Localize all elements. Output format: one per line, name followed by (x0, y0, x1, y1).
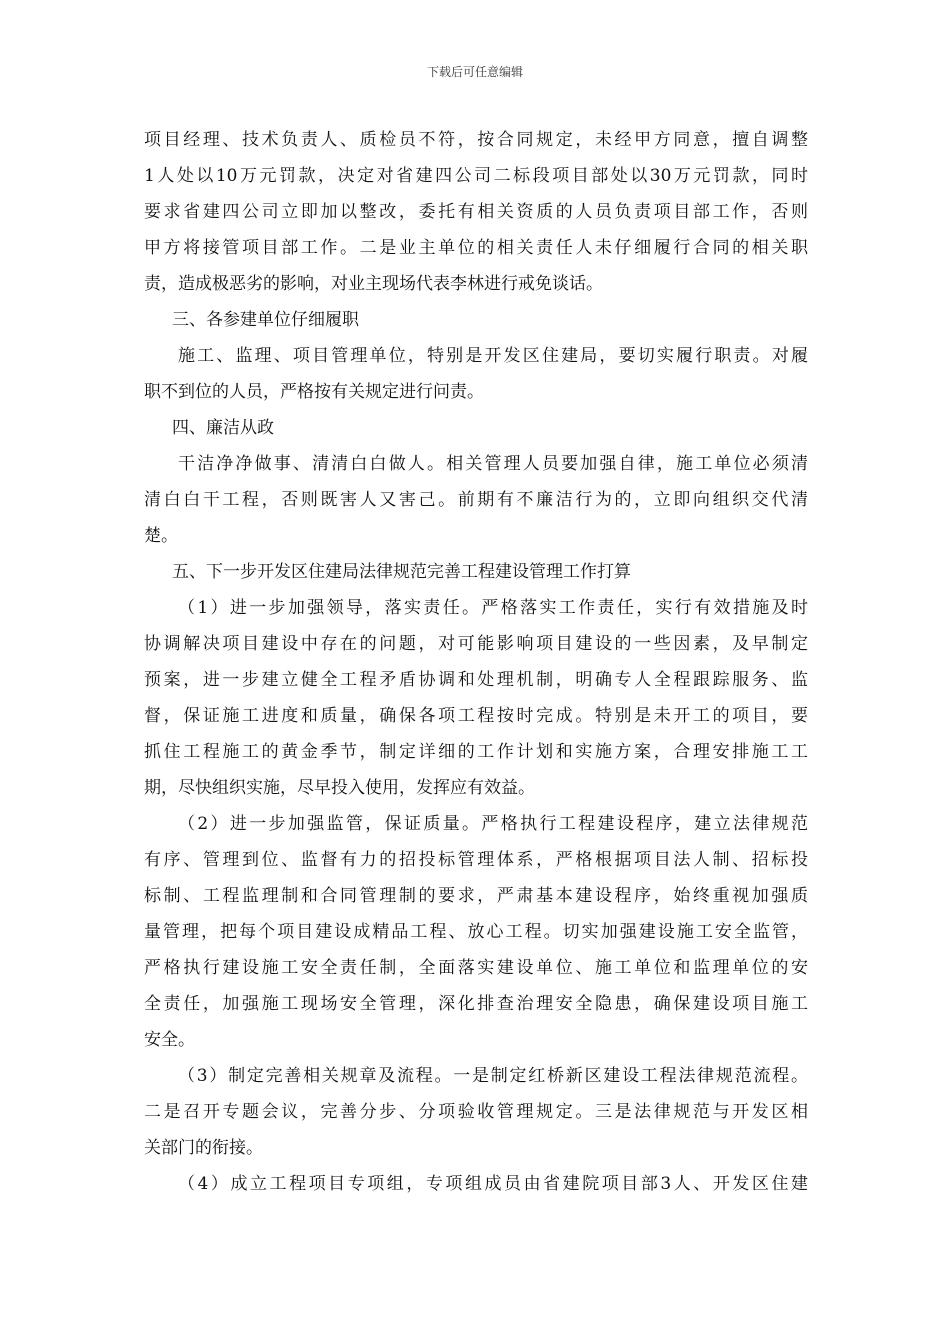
paragraph-line: 关部门的衔接。 (144, 1138, 263, 1158)
paragraph-line: （1）进一步加强领导，落实责任。严格落实工作责任，实行有效措施及时 (178, 598, 808, 618)
document-body (144, 122, 808, 1202)
paragraph-line: 督，保证施工进度和质量，确保各项工程按时完成。特别是未开工的项目，要 (144, 706, 808, 726)
paragraph-line: 协调解决项目建设中存在的问题，对可能影响项目建设的一些因素，及早制定 (144, 634, 808, 654)
paragraph-line: 清白白干工程，否则既害人又害己。前期有不廉洁行为的，立即向组织交代清 (144, 490, 808, 510)
paragraph-line: （4）成立工程项目专项组，专项组成员由省建院项目部3人、开发区住建 (178, 1174, 808, 1194)
paragraph-line: 期，尽快组织实施，尽早投入使用，发挥应有效益。 (144, 778, 535, 798)
page-header: 下载后可任意编辑 (426, 65, 523, 79)
paragraph-line: 甲方将接管项目部工作。二是业主单位的相关责任人未仔细履行合同的相关职 (144, 238, 808, 258)
paragraph-line: 干洁净净做事、清清白白做人。相关管理人员要加强自律，施工单位必须清 (178, 454, 808, 474)
paragraph-line: 标制、工程监理制和合同管理制的要求，严肃基本建设程序，始终重视加强质 (144, 886, 808, 906)
paragraph-line: 量管理，把每个项目建设成精品工程、放心工程。切实加强建设施工安全监管， (144, 922, 808, 942)
paragraph-line: 要求省建四公司立即加以整改，委托有相关资质的人员负责项目部工作，否则 (144, 202, 808, 222)
paragraph-line: 全责任，加强施工现场安全管理，深化排查治理安全隐患，确保建设项目施工 (144, 994, 808, 1014)
paragraph-line: 安全。 (144, 1030, 195, 1050)
paragraph-line: 项目经理、技术负责人、质检员不符，按合同规定，未经甲方同意，擅自调整 (144, 130, 808, 150)
paragraph-line: 施工、监理、项目管理单位，特别是开发区住建局，要切实履行职责。对履 (178, 346, 808, 366)
paragraph-line: 有序、管理到位、监督有力的招投标管理体系，严格根据项目法人制、招标投 (144, 850, 808, 870)
paragraph-line: （2）进一步加强监管，保证质量。严格执行工程建设程序，建立法律规范 (178, 814, 808, 834)
paragraph-line: 严格执行建设施工安全责任制，全面落实建设单位、施工单位和监理单位的安 (144, 958, 808, 978)
section-heading: 三、各参建单位仔细履职 (172, 310, 359, 330)
paragraph-line: 1人处以10万元罚款，决定对省建四公司二标段项目部处以30万元罚款，同时 (144, 166, 808, 186)
paragraph-line: 二是召开专题会议，完善分步、分项验收管理规定。三是法律规范与开发区相 (144, 1102, 808, 1122)
paragraph-line: 职不到位的人员，严格按有关规定进行问责。 (144, 382, 484, 402)
paragraph-line: 责，造成极恶劣的影响，对业主现场代表李林进行戒免谈话。 (144, 274, 603, 294)
paragraph-line: 预案，进一步建立健全工程矛盾协调和处理机制，明确专人全程跟踪服务、监 (144, 670, 808, 690)
paragraph-line: 楚。 (144, 526, 178, 546)
section-heading: 四、廉洁从政 (172, 418, 274, 438)
paragraph-line: （3）制定完善相关规章及流程。一是制定红桥新区建设工程法律规范流程。 (178, 1066, 808, 1086)
paragraph-line: 抓住工程施工的黄金季节，制定详细的工作计划和实施方案，合理安排施工工 (144, 742, 808, 762)
section-heading: 五、下一步开发区住建局法律规范完善工程建设管理工作打算 (172, 562, 631, 582)
